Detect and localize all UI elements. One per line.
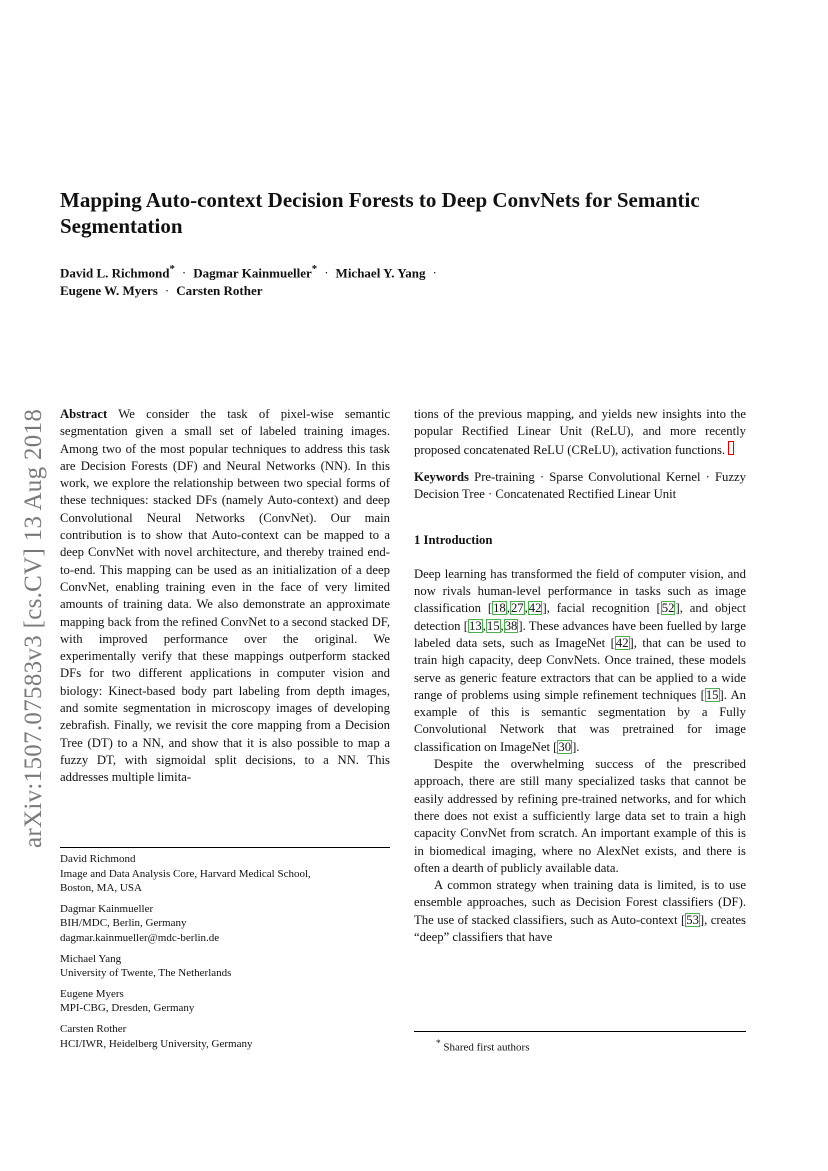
affiliations: [60, 852, 390, 1057]
author-separator: ·: [181, 265, 187, 281]
keywords-text: Pre-training · Sparse Convolutional Kernel · Fuzzy Decision Tree · Concatenated Rectified Linear Unit: [414, 469, 746, 502]
author-list: [60, 260, 760, 300]
text-run: Deep learning has transformed the field of computer vision, and now rivals human-level performance in tasks such as image classification [: [414, 566, 746, 616]
citation-link[interactable]: 27: [510, 601, 524, 616]
citation-link[interactable]: 52: [661, 601, 675, 616]
section-heading-introduction: 1 Introduction: [414, 533, 493, 548]
abstract-text: We consider the task of pixel-wise semantic segmentation given a small set of labeled training images. Among two of the most popular techniques to address this task are Decision Forests (DF) and Neural Networks (NN). In this work, we explore the relationship between two special forms of these techniques: stacked DFs (namely Auto-context) and deep Convolutional Neural Networks (ConvNet). Our main contribution is to show that Auto-context can be mapped to a deep ConvNet with novel architecture, and thereby trained end-to-end. This mapping can be used as an initialization of a deep ConvNet, enabling training even in the face of very limited amounts of training data. We also demonstrate an approximate mapping back from the refined ConvNet to a second stacked DF, with improved performance over the original. We experimentally verify that these mappings outperform stacked DFs for two different applications in computer vision and biology: Kinect-based body part labeling from depth images, and somite segmentation in microscopy images of developing zebrafish. Finally, we revisit the core mapping from a Decision Tree (DT) to a NN, and show that it is also possible to map a fuzzy DT, with sigmoidal split decisions, to a NN. This addresses multiple limita-: [60, 407, 390, 785]
abstract: [60, 406, 390, 787]
affiliation-entry: [60, 852, 390, 896]
affiliation-entry: [60, 902, 390, 946]
author-name: David L. Richmond: [60, 265, 170, 281]
paper-title: Mapping Auto-context Decision Forests to Deep ConvNets for Semantic Segmentation: [60, 188, 700, 238]
keywords: [414, 469, 746, 504]
affiliation-line: Boston, MA, USA: [60, 882, 142, 895]
intro-paragraph-2: Despite the overwhelming success of the prescribed approach, there are still many specialized tasks that cannot be easily addressed by refining pre-trained networks, and for which there does not exist a sufficiently large data set to train a high capacity ConvNet from scratch. An important example of this is in biomedical imaging, where no AlexNet exists, and there is often a dearth of publicly available data.: [414, 757, 746, 875]
author-line-2: [60, 282, 760, 300]
affiliation-line: MPI-CBG, Dresden, Germany: [60, 1002, 195, 1015]
equal-contribution-mark: *: [311, 263, 318, 275]
introduction-body: [414, 566, 746, 947]
author-separator: ·: [324, 265, 329, 281]
affiliation-line: University of Twente, The Netherlands: [60, 967, 232, 980]
text-run: ]. An example of this is semantic segmentation by a Fully Convolutional Network that was pretrained for image classification on ImageNet [: [414, 687, 746, 754]
text-run: ]. These advances have been fuelled by large labeled data sets, such as ImageNet [: [414, 618, 746, 650]
citation-link[interactable]: 42: [528, 601, 542, 616]
citation-link[interactable]: 15: [705, 687, 719, 702]
author-separator: ·: [432, 265, 437, 281]
citation-link[interactable]: 38: [504, 618, 518, 633]
author-name: Dagmar Kainmueller: [193, 265, 312, 281]
link-box-icon[interactable]: [728, 441, 734, 455]
arxiv-identifier-stamp: arXiv:1507.07583v3 [cs.CV] 13 Aug 2018: [20, 408, 47, 848]
text-run: ], facial recognition [: [542, 601, 661, 616]
affiliation-divider: [60, 847, 390, 848]
affiliation-entry: [60, 987, 390, 1016]
footnote-mark: *: [436, 1038, 441, 1048]
citation-link[interactable]: 30: [558, 739, 572, 754]
citation-link[interactable]: 15: [486, 618, 500, 633]
affiliation-author: Eugene Myers: [60, 987, 124, 1000]
citation-link[interactable]: 18: [493, 601, 506, 616]
affiliation-author: Dagmar Kainmueller: [60, 902, 154, 915]
abstract-label: Abstract: [60, 407, 108, 421]
citation-link[interactable]: 13: [468, 618, 482, 633]
affiliation-author: David Richmond: [60, 853, 136, 865]
keywords-label: Keywords: [414, 469, 469, 484]
intro-paragraph-1: Deep learning has transformed the field of computer vision, and now rivals human-level performance in tasks such as image classification [18,27,42], facial recognition [52], and object detection [13,15,38]. These advances have been fuelled by large labeled data sets, such as ImageNet [42], that can be used to train high capacity, deep ConvNets. Once trained, these models serve as generic feature extractors that can be applied to a wide range of problems using simple refinement techniques [15]. An example of this is semantic segmentation by a Fully Convolutional Network that was pretrained for image classification on ImageNet [30].: [414, 566, 746, 754]
affiliation-author: Michael Yang: [60, 952, 122, 965]
affiliation-line: BIH/MDC, Berlin, Germany: [60, 917, 187, 930]
author-name: Eugene W. Myers: [60, 283, 158, 299]
abstract-continuation-text: tions of the previous mapping, and yields new insights into the popular Rectified Linear Unit (ReLU), and more recently proposed concatenated ReLU (CReLU), activation functions.: [414, 407, 746, 457]
abstract-continuation: [414, 406, 746, 459]
citation-link[interactable]: 42: [615, 635, 629, 650]
text-run: ], creates “deep” classifiers that have: [414, 912, 746, 945]
right-column: [414, 406, 746, 946]
text-run: ].: [572, 739, 580, 754]
footnote-divider: [414, 1031, 746, 1032]
text-run: ], that can be used to train high capacity, deep ConvNets. Once trained, these models serve as generic feature extractors that can be applied to a wide range of problems using simple refinement techniques [: [414, 635, 746, 702]
text-run: ], and object detection [: [414, 601, 746, 633]
intro-paragraph-3: [414, 877, 746, 946]
affiliation-email[interactable]: dagmar.kainmueller@mdc-berlin.de: [60, 931, 220, 944]
affiliation-line: HCI/IWR, Heidelberg University, Germany: [60, 1037, 253, 1050]
author-name: Carsten Rother: [176, 283, 263, 299]
affiliation-entry: [60, 952, 390, 981]
affiliation-author: Carsten Rother: [60, 1022, 127, 1035]
footnote-text: Shared first authors: [443, 1041, 530, 1054]
affiliation-line: Image and Data Analysis Core, Harvard Medical School,: [60, 867, 311, 880]
text-run: A common strategy when training data is limited, is to use ensemble approaches, such as Decision Forest classifiers (DF). The use of stacked classifiers, such as Auto-context [: [414, 878, 746, 927]
author-line-1: [60, 260, 760, 282]
author-name: Michael Y. Yang: [335, 265, 426, 281]
citation-link[interactable]: 53: [686, 912, 699, 927]
author-separator: ·: [164, 283, 170, 299]
left-column: [60, 406, 390, 787]
footnote: [436, 1036, 529, 1055]
equal-contribution-mark: *: [169, 263, 175, 275]
affiliation-entry: [60, 1022, 390, 1051]
